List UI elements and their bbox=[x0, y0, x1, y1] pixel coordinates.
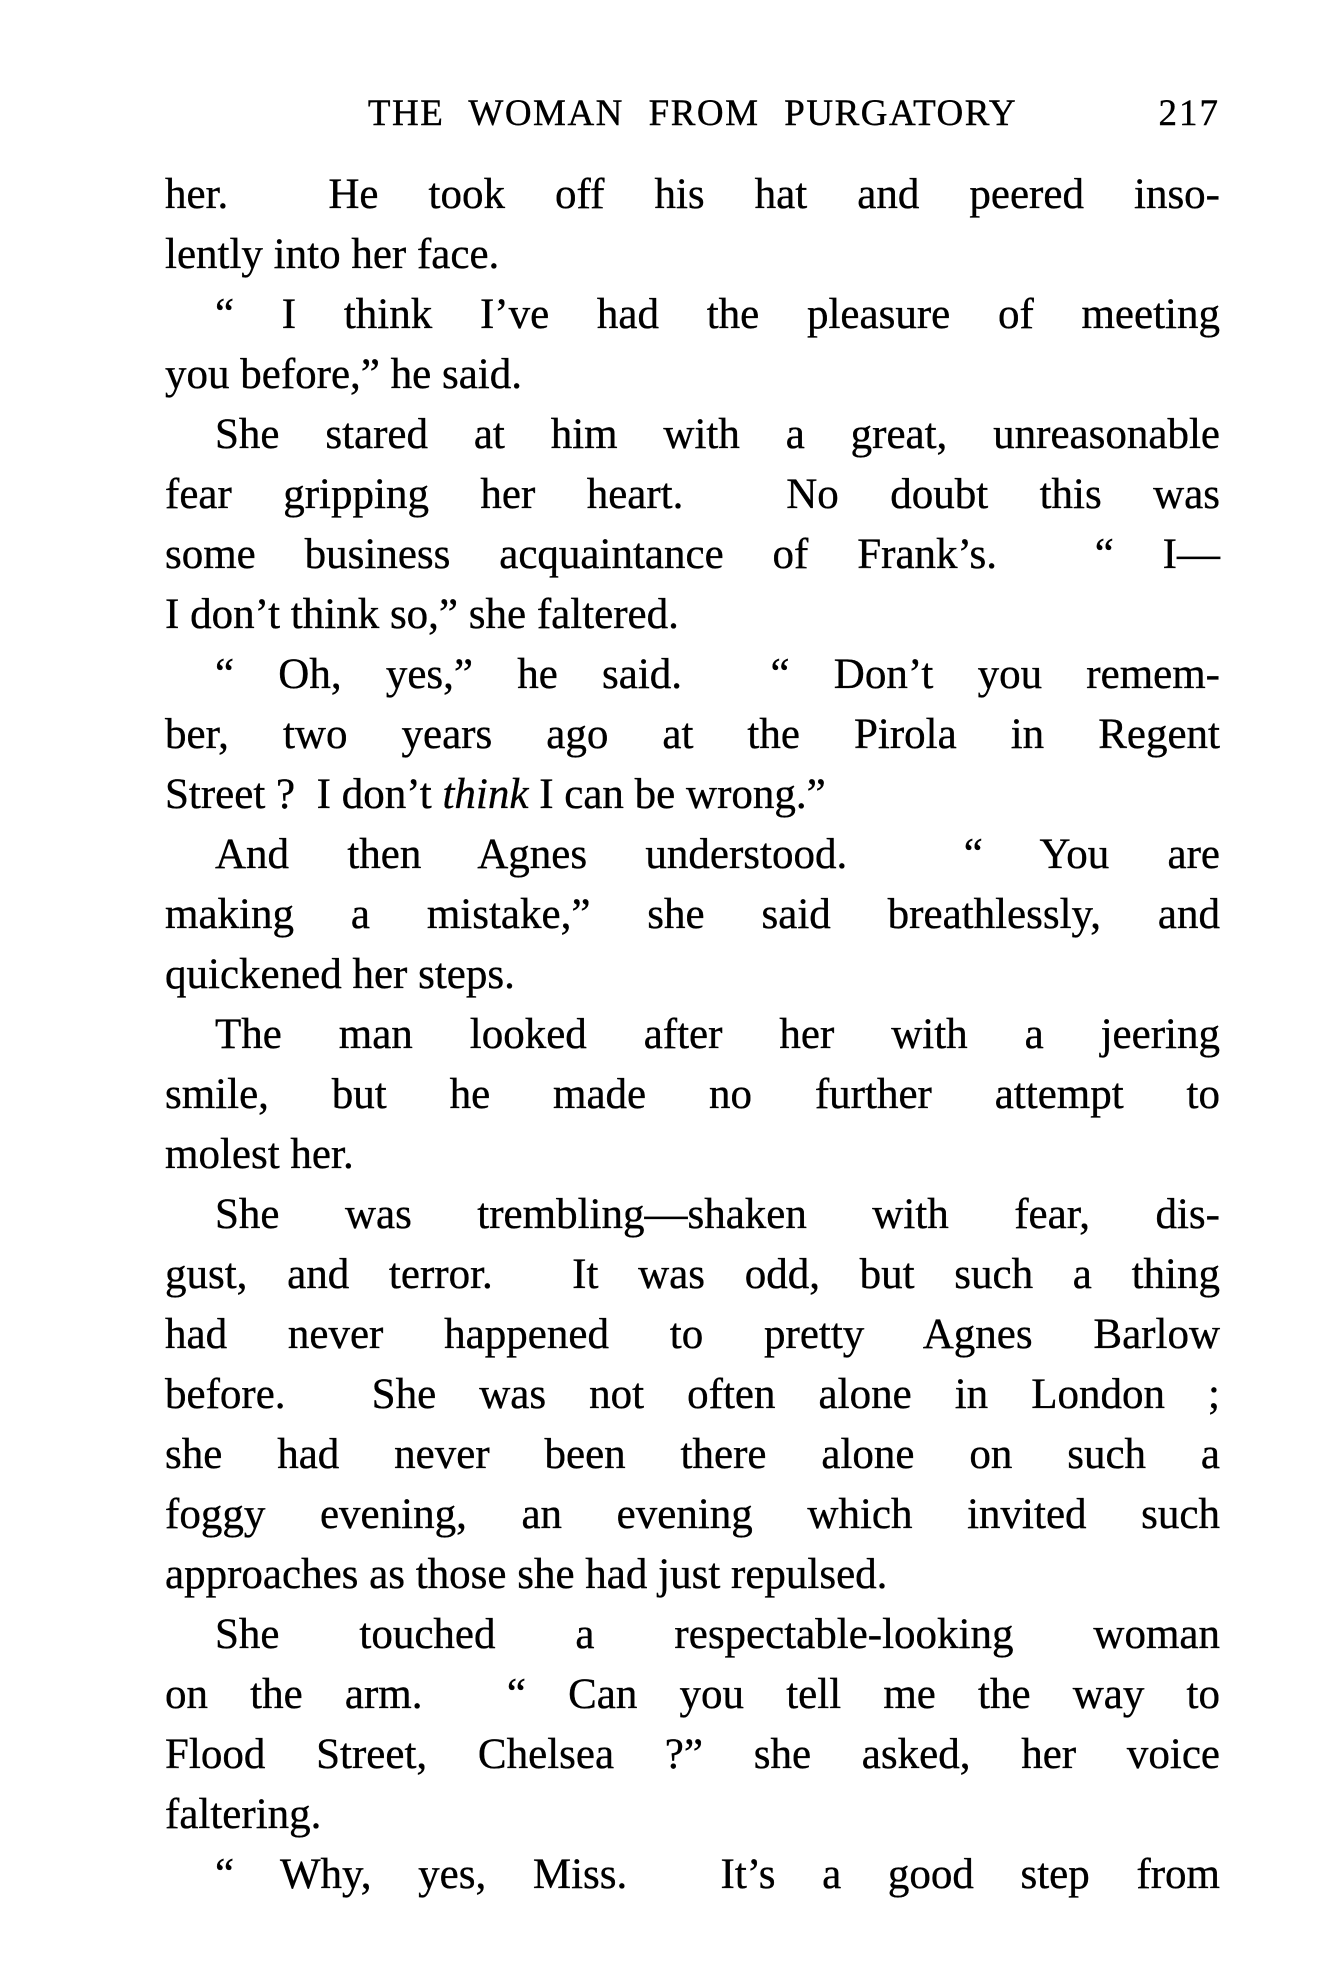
text-segment: she had never been there alone on such a bbox=[165, 1431, 1220, 1478]
text-line bbox=[165, 825, 1220, 885]
text-line bbox=[165, 885, 1220, 945]
text-segment: Street ? I don’t bbox=[165, 771, 443, 818]
text-segment: molest her. bbox=[165, 1131, 354, 1178]
text-line bbox=[165, 1485, 1220, 1545]
text-segment: her. He took off his hat and peered inso- bbox=[165, 171, 1220, 218]
text-segment: making a mistake,” she said breathlessly, and bbox=[165, 891, 1220, 938]
text-line bbox=[165, 1785, 1220, 1845]
text-line bbox=[165, 285, 1220, 345]
running-header-title: THE WOMAN FROM PURGATORY bbox=[367, 93, 1018, 134]
text-line bbox=[165, 945, 1220, 1005]
text-segment: She touched a respectable-looking woman bbox=[215, 1611, 1220, 1658]
text-segment: gust, and terror. It was odd, but such a thing bbox=[165, 1251, 1220, 1298]
text-segment: quickened her steps. bbox=[165, 951, 515, 998]
page-number: 217 bbox=[1158, 93, 1220, 134]
page-body bbox=[165, 165, 1220, 1905]
text-line bbox=[165, 1545, 1220, 1605]
text-segment: fear gripping her heart. No doubt this was bbox=[165, 471, 1220, 518]
text-segment: smile, but he made no further attempt to bbox=[165, 1071, 1220, 1118]
italic-text: think bbox=[442, 771, 529, 818]
text-segment: She was trembling—shaken with fear, dis- bbox=[215, 1191, 1220, 1238]
text-line bbox=[165, 1005, 1220, 1065]
text-segment: lently into her face. bbox=[165, 231, 500, 278]
text-segment: faltering. bbox=[165, 1791, 322, 1838]
text-segment: on the arm. “ Can you tell me the way to bbox=[165, 1671, 1220, 1718]
text-segment: “ I think I’ve had the pleasure of meeting bbox=[215, 291, 1220, 338]
text-line bbox=[165, 585, 1220, 645]
text-line bbox=[165, 465, 1220, 525]
text-segment: I can be wrong.” bbox=[528, 771, 826, 818]
text-line bbox=[165, 645, 1220, 705]
text-segment: foggy evening, an evening which invited such bbox=[165, 1491, 1220, 1538]
text-segment: had never happened to pretty Agnes Barlow bbox=[165, 1311, 1220, 1358]
text-segment: She stared at him with a great, unreasonable bbox=[215, 411, 1220, 458]
text-line bbox=[165, 1065, 1220, 1125]
text-segment: you before,” he said. bbox=[165, 351, 522, 398]
text-line bbox=[165, 1245, 1220, 1305]
text-segment: And then Agnes understood. “ You are bbox=[215, 831, 1220, 878]
text-line bbox=[165, 1365, 1220, 1425]
text-line bbox=[165, 225, 1220, 285]
text-segment: I don’t think so,” she faltered. bbox=[165, 591, 679, 638]
text-segment: “ Oh, yes,” he said. “ Don’t you remem- bbox=[215, 651, 1220, 698]
text-segment: “ Why, yes, Miss. It’s a good step from bbox=[215, 1851, 1220, 1898]
text-segment: Flood Street, Chelsea ?” she asked, her voice bbox=[165, 1731, 1220, 1778]
text-segment: some business acquaintance of Frank’s. “ I— bbox=[165, 531, 1220, 578]
text-line bbox=[165, 765, 1220, 825]
text-segment: before. She was not often alone in London ; bbox=[165, 1371, 1220, 1418]
text-segment: The man looked after her with a jeering bbox=[215, 1011, 1220, 1058]
text-line bbox=[165, 1845, 1220, 1905]
text-line bbox=[165, 1665, 1220, 1725]
text-line bbox=[165, 1125, 1220, 1185]
text-line bbox=[165, 1605, 1220, 1665]
text-line bbox=[165, 1725, 1220, 1785]
text-line bbox=[165, 1425, 1220, 1485]
text-line bbox=[165, 165, 1220, 225]
text-line bbox=[165, 405, 1220, 465]
text-line bbox=[165, 1305, 1220, 1365]
running-header bbox=[165, 92, 1220, 136]
text-line bbox=[165, 1185, 1220, 1245]
text-segment: approaches as those she had just repulsed. bbox=[165, 1551, 888, 1598]
text-line bbox=[165, 525, 1220, 585]
text-segment: ber, two years ago at the Pirola in Regent bbox=[165, 711, 1220, 758]
text-line bbox=[165, 345, 1220, 405]
text-line bbox=[165, 705, 1220, 765]
